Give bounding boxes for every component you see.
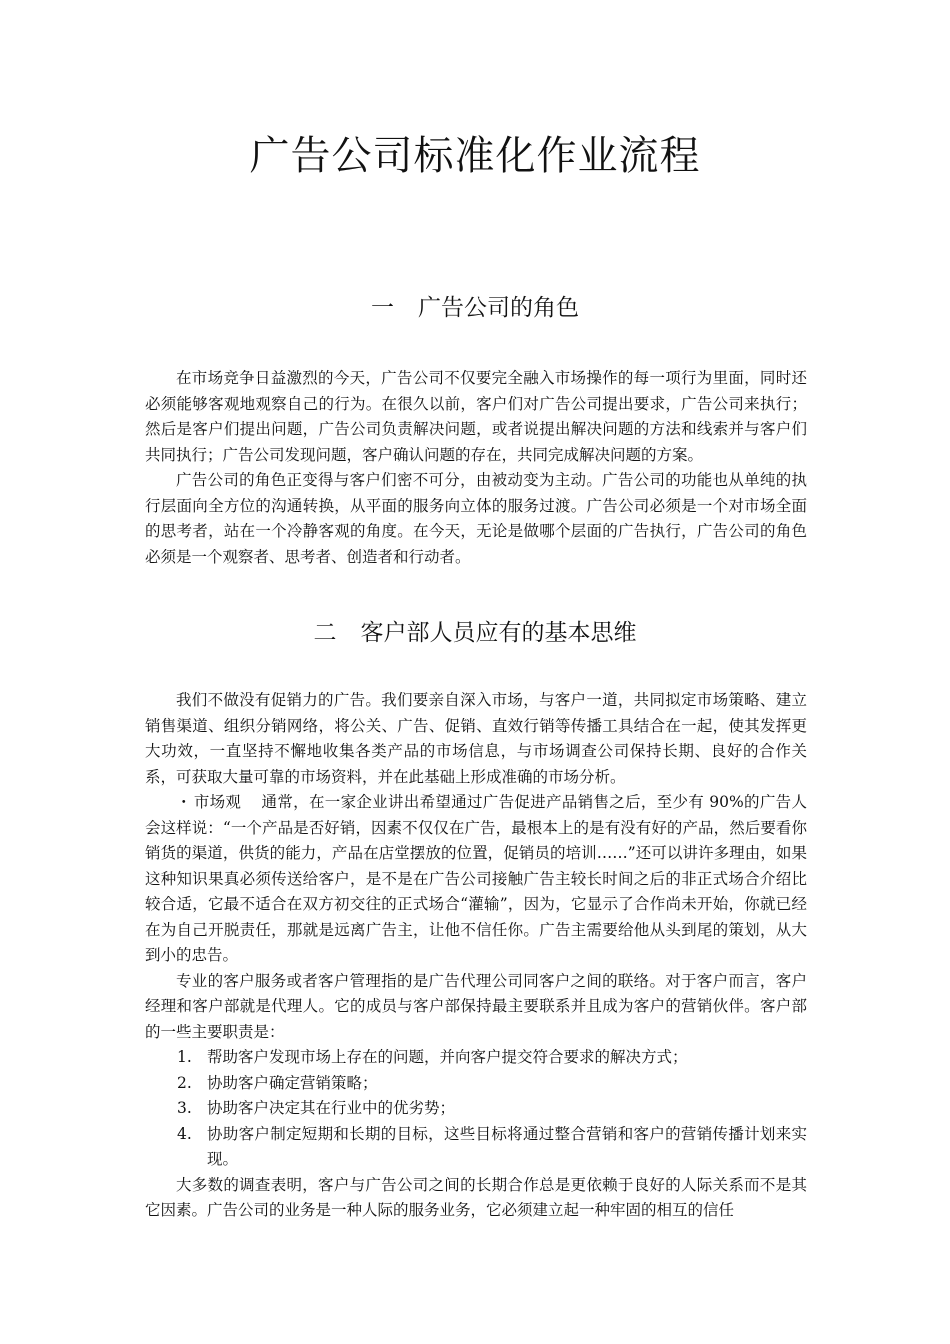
section-2-paragraph-3: 专业的客户服务或者客户管理指的是广告代理公司同客户之间的联络。对于客户而言，客户经理和客户部就是代理人。它的成员与客户部保持最主要联系并且成为客户的营销伙伴。客户部的一些主要职责是： — [145, 971, 807, 1041]
section-1-body — [145, 366, 807, 570]
section-2-number: 二 — [313, 620, 337, 646]
section-1-number: 一 — [371, 295, 394, 321]
list-item — [145, 1096, 807, 1122]
section-2-heading — [0, 617, 950, 649]
document-title: 广告公司标准化作业流程 — [249, 133, 701, 179]
section-1-heading — [0, 292, 950, 324]
section-1-paragraph-2: 广告公司的角色正变得与客户们密不可分，由被动变为主动。广告公司的功能也从单纯的执行层面向全方位的沟通转换，从平面的服务向立体的服务过渡。广告公司必须是一个对市场全面的思考者，站在一个冷静客观的角度。在今天，无论是做哪个层面的广告执行，广告公司的角色必须是一个观察者、思考者、创造者和行动者。 — [145, 471, 807, 566]
list-item-number: 3. — [177, 1099, 192, 1117]
market-view-label: 市场观 — [193, 793, 242, 811]
list-item-text: 协助客户制定短期和长期的目标，这些目标将通过整合营销和客户的营销传播计划来实现。 — [207, 1124, 807, 1168]
list-item — [145, 1122, 807, 1173]
section-2-paragraph-1: 我们不做没有促销力的广告。我们要亲自深入市场，与客户一道，共同拟定市场策略、建立销售渠道、组织分销网络，将公关、广告、促销、直效行销等传播工具结合在一起，使其发挥更大功效，一直坚持不懈地收集各类产品的市场信息，与市场调查公司保持长期、良好的合作关系，可获取大量可靠的市场资料，并在此基础上形成准确的市场分析。 — [145, 691, 807, 786]
section-2-paragraph-4: 大多数的调查表明，客户与广告公司之间的长期合作总是更依赖于良好的人际关系而不是其它因素。广告公司的业务是一种人际的服务业务，它必须建立起一种牢固的相互的信任 — [145, 1175, 807, 1219]
list-item-number: 1. — [177, 1048, 192, 1066]
section-2-body — [145, 688, 807, 1224]
market-view-text: 通常，在一家企业讲出希望通过广告促进产品销售之后，至少有 90%的广告人会这样说：“一个产品是否好销，因素不仅仅在广告，最根本上的是有没有好的产品，然后要看你销货的渠道，供货的能力，产品在店堂摆放的位置，促销员的培训……”还可以讲许多理由，如果这种知识果真必须传送给客户，是不是在广告公司接触广告主较长时间之后的非正式场合介绍比较合适，它最不适合在双方初交往的正式场合“灌输”，因为，它显示了合作尚未开始，你就已经在为自己开脱责任，那就是远离广告主，让他不信任你。广告主需要给他从头到尾的策划，从大到小的忠告。 — [145, 793, 807, 964]
section-2-title: 客户部人员应有的基本思维 — [360, 620, 637, 646]
list-item-text: 帮助客户发现市场上存在的问题，并向客户提交符合要求的解决方式； — [207, 1048, 688, 1066]
list-item-number: 4. — [177, 1124, 192, 1143]
duties-list — [145, 1045, 807, 1173]
list-item-text: 协助客户确定营销策略； — [207, 1073, 378, 1092]
section-1-title: 广告公司的角色 — [418, 295, 579, 321]
list-item — [145, 1045, 807, 1071]
section-1-paragraph-1: 在市场竞争日益激烈的今天，广告公司不仅要完全融入市场操作的每一项行为里面，同时还必须能够客观地观察自己的行为。在很久以前，客户们对广告公司提出要求，广告公司来执行；然后是客户们提出问题，广告公司负责解决问题，或者说提出解决问题的方法和线索并与客户们共同执行；广告公司发现问题，客户确认问题的存在，共同完成解决问题的方案。 — [145, 369, 807, 464]
list-item-text: 协助客户决定其在行业中的优劣势； — [207, 1099, 456, 1117]
bullet-marker: ・ — [176, 793, 192, 811]
list-item — [145, 1071, 807, 1097]
market-view-paragraph — [145, 790, 807, 969]
list-item-number: 2. — [177, 1073, 192, 1092]
